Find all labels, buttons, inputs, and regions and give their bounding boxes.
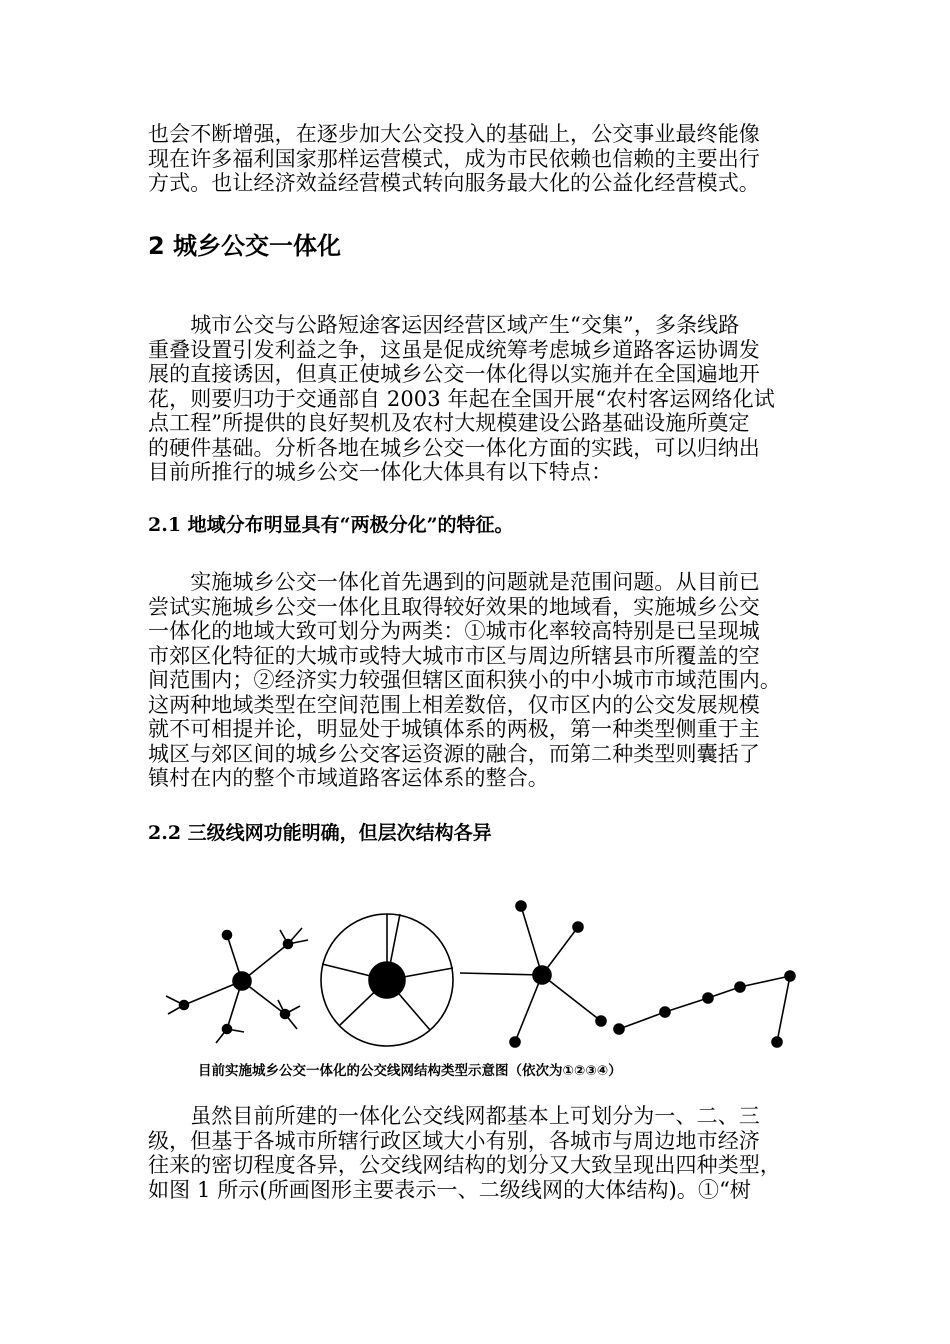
section-2-paragraph [148, 313, 804, 485]
section-2-2-paragraph [148, 1104, 804, 1202]
text-line: 也会不断增强，在逐步加大公交投入的基础上，公交事业最终能像 [148, 122, 760, 146]
text-line: 城市公交与公路短途客运因经营区域产生“交集”，多条线路 [148, 313, 740, 337]
text-line: 这两种地域类型在空间范围上相差数倍，仅市区内的公交发展规模 [148, 692, 760, 717]
text-line: 就不可相提并论，明显处于城镇体系的两极，第一种类型侧重于主 [148, 717, 760, 741]
text-line: 点工程”所提供的良好契机及农村大规模建设公路基础设施所奠定 [148, 411, 750, 435]
text-line: 级，但基于各城市所辖行政区域大小有别，各城市与周边地市经济 [148, 1128, 760, 1153]
section-2-1-paragraph [148, 570, 804, 791]
radial-ring-network-diagram [321, 914, 453, 1046]
linear-chain-network-diagram [614, 971, 795, 1047]
text-line: 的硬件基础。分析各地在城乡公交一体化方面的实践，可以归纳出 [148, 435, 760, 460]
text-line: 重叠设置引发利益之争，这虽是促成统筹考虑城乡道路客运协调发 [148, 337, 760, 362]
text-line: 方式。也让经济效益经营模式转向服务最大化的公益化经营模式。 [148, 171, 760, 195]
text-line: 尝试实施城乡公交一体化且取得较好效果的地域看，实施城乡公交 [148, 594, 760, 619]
hub-star-network-diagram [460, 901, 606, 1047]
tree-network-diagram [166, 928, 308, 1043]
text-line: 目前所推行的城乡公交一体化大体具有以下特点： [148, 460, 613, 484]
network-structure-figure [160, 892, 810, 1057]
section-2-1-heading: 2.1 地域分布明显具有“两极分化”的特征。 [148, 514, 514, 536]
text-line: 往来的密切程度各异，公交线网结构的划分又大致呈现出四种类型， [148, 1153, 781, 1177]
text-line: 镇村在内的整个市域道路客运体系的整合。 [148, 766, 549, 790]
text-line: 一体化的地域大致可划分为两类：①城市化率较高特别是已呈现城 [148, 619, 760, 643]
text-line: 间范围内；②经济实力较强但辖区面积狭小的中小城市市域范围内。 [148, 668, 781, 692]
text-line: 花，则要归功于交通部自 2003 年起在全国开展“农村客运网络化试 [148, 386, 775, 411]
figure-caption: 目前实施城乡公交一体化的公交线网结构类型示意图（依次为①②③④） [198, 1063, 622, 1079]
section-2-2-heading: 2.2 三级线网功能明确，但层次结构各异 [148, 822, 492, 844]
text-line: 实施城乡公交一体化首先遇到的问题就是范围问题。从目前已 [148, 570, 760, 594]
section-2-heading: 2 城乡公交一体化 [148, 232, 342, 260]
intro-paragraph [148, 122, 804, 196]
text-line: 现在许多福利国家那样运营模式，成为市民依赖也信赖的主要出行 [148, 146, 760, 171]
text-line: 市郊区化特征的大城市或特大城市市区与周边所辖县市所覆盖的空 [148, 643, 760, 668]
text-line: 展的直接诱因，但真正使城乡公交一体化得以实施并在全国遍地开 [148, 362, 760, 386]
text-line: 如图 1 所示(所画图形主要表示一、二级线网的大体结构)。①“树 [148, 1177, 752, 1202]
text-line: 城区与郊区间的城乡公交客运资源的融合，而第二种类型则囊括了 [148, 741, 760, 766]
text-line: 虽然目前所建的一体化公交线网都基本上可划分为一、二、三 [148, 1104, 760, 1128]
